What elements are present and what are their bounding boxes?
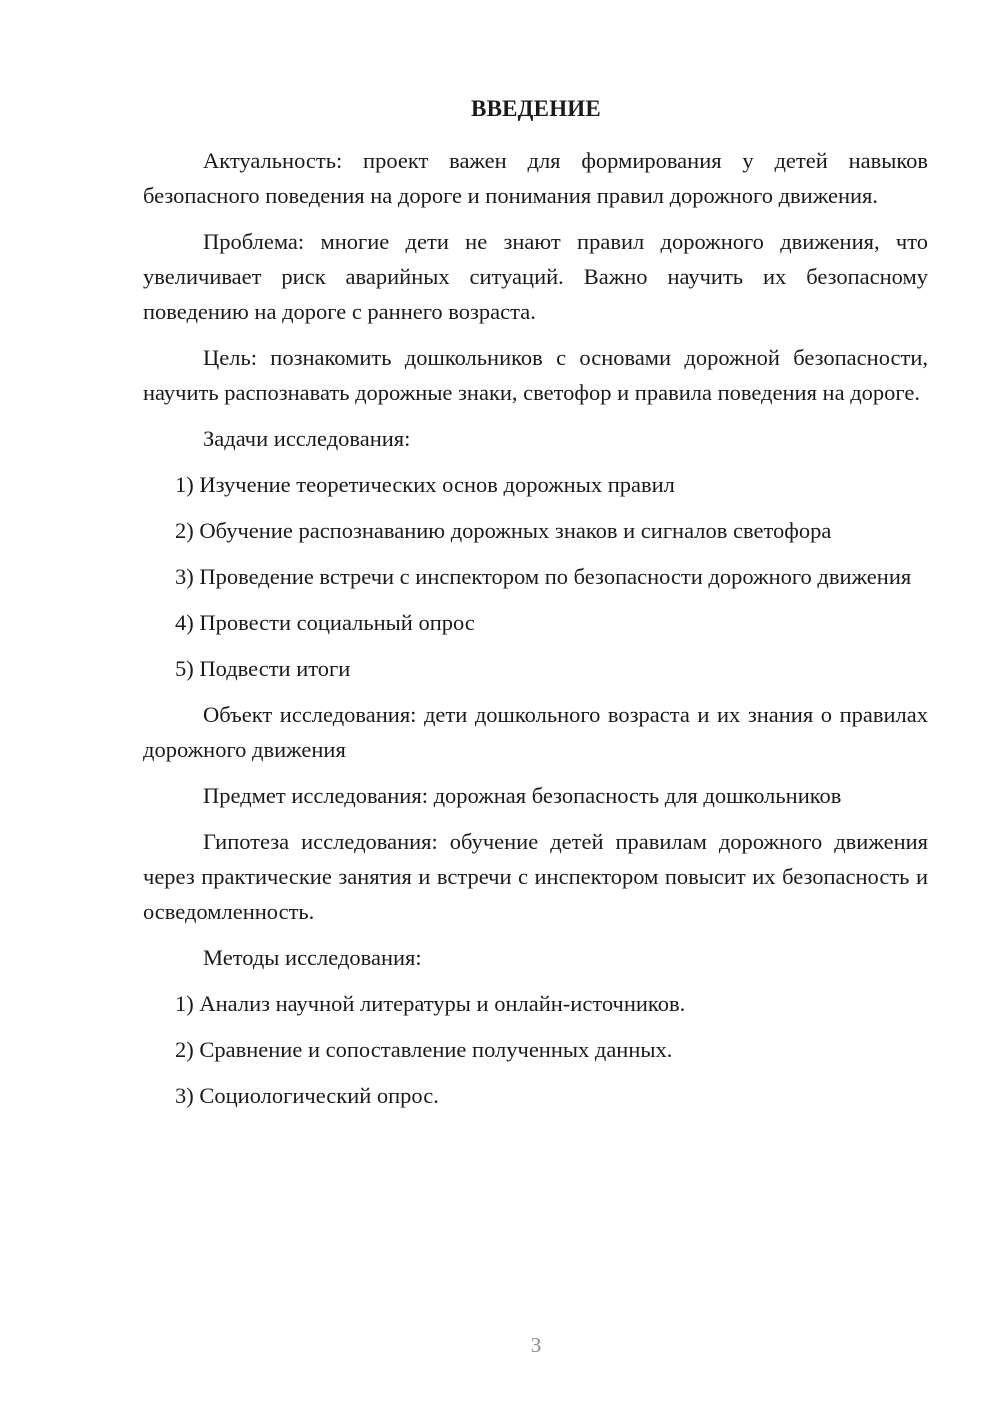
methods-title: Методы исследования: [203, 945, 422, 970]
relevance-paragraph: Актуальность: проект важен для формирования у детей навыков безопасного поведения на дороге и понимания правил дорожного движения. [143, 148, 928, 208]
task-item: 4) Провести социальный опрос [175, 610, 475, 635]
task-item: 1) Изучение теоретических основ дорожных правил [175, 472, 675, 497]
hypothesis-paragraph: Гипотеза исследования: обучение детей правилам дорожного движения через практические занятия и встречи с инспектором повысит их безопасность и осведомленность. [143, 829, 928, 924]
method-item: 3) Социологический опрос. [175, 1083, 439, 1108]
object-paragraph: Объект исследования: дети дошкольного возраста и их знания о правилах дорожного движения [143, 702, 928, 762]
goal-paragraph: Цель: познакомить дошкольников с основами дорожной безопасности, научить распознавать дорожные знаки, светофор и правила поведения на дороге. [143, 345, 928, 405]
task-item: 2) Обучение распознаванию дорожных знаков и сигналов светофора [175, 518, 832, 543]
page-number: 3 [530, 1333, 542, 1357]
tasks-title: Задачи исследования: [203, 426, 411, 451]
method-item: 1) Анализ научной литературы и онлайн-источников. [175, 991, 686, 1016]
task-item: 5) Подвести итоги [175, 656, 351, 681]
section-heading: ВВЕДЕНИЕ [471, 96, 601, 121]
problem-paragraph: Проблема: многие дети не знают правил дорожного движения, что увеличивает риск аварийных ситуаций. Важно научить их безопасному поведению на дороге с раннего возраста. [143, 229, 928, 324]
document-body [143, 143, 928, 1124]
subject-paragraph: Предмет исследования: дорожная безопасность для дошкольников [203, 783, 842, 808]
task-item: 3) Проведение встречи с инспектором по безопасности дорожного движения [175, 564, 912, 589]
method-item: 2) Сравнение и сопоставление полученных данных. [175, 1037, 673, 1062]
